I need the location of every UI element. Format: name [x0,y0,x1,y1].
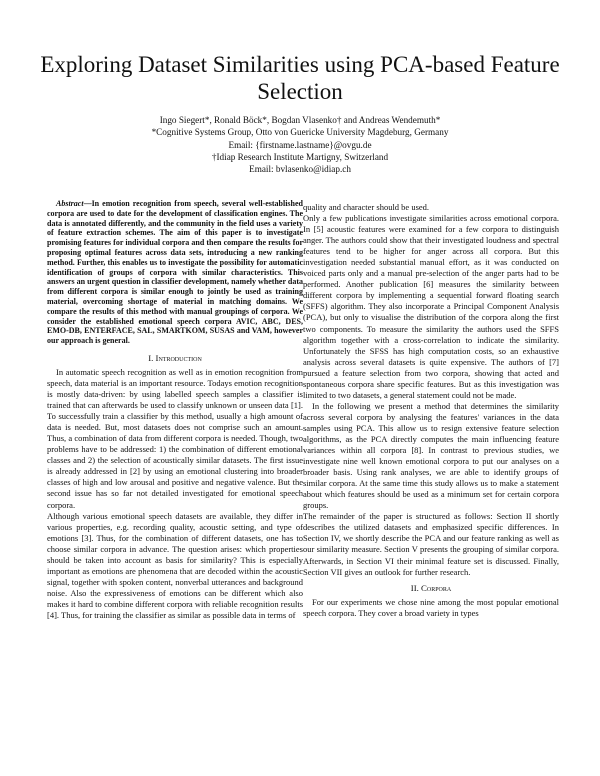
paper-title: Exploring Dataset Similarities using PCA-based Feature Selection [40,52,560,104]
right-column [303,202,559,619]
affiliation-1: *Cognitive Systems Group, Otto von Guericke University Magdeburg, Germany [151,127,449,138]
abstract-lead: Abstract [56,199,84,208]
abstract [47,199,303,346]
paragraph: In automatic speech recognition as well as in emotion recognition from speech, data material is an important resource. Todays emotion recognition is mostly data-driven: by using labelled speech samples a classifier is trained that can afterwards be used to classify unknown or unseen data [1]. To successfully train a classifier by this method, usually a high amount of data is needed. But, most datasets does not comprise such an amount. Thus, a combination of data from different corpora is needed. Though, two problems have to be addressed: 1) the combination of different emotional classes and 2) the selection of acoustically similar datasets. The first issue is already addressed in [2] by using an emotional clustering into broader classes of high and low arousal and positive and negative valence. But the second issue has so far not detailed investigated for emotional speech corpora. [47,366,303,510]
abstract-text: —In emotion recognition from speech, several well-established corpora are used to date for the development of classification engines. The data is annotated differently, and the community in the field uses a variety of feature extraction schemes. The aim of this paper is to investigate promising features for individual corpora and then compare the results for proposing optimal features across data sets, introducing a new ranking method. Further, this enables us to investigate the possibility for automatic identification of groups of corpora with similar characteristics. This answers an urgent question in classifier development, namely whether data from different corpora is similar enough to jointly be used as training material, overcoming shortage of material in matching domains. We compare the results of this method with manual groupings of corpora. We consider the established emotional speech corpora AVIC, ABC, DES, EMO-DB, ENTERFACE, SAL, SMARTKOM, SUSAS and VAM, however our approach is general. [47,199,303,346]
paragraph: The remainder of the paper is structured as follows: Section II shortly describes the utilized datasets and emphasized specific differences. In Section IV, we shortly describe the PCA and our feature ranking as well as our similarity measure. Section V presents the grouping of similar corpora. Afterwards, in Section VI their minimal feature set is discussed. Finally, Section VII gives an outlook for further research. [303,511,559,577]
author-block [40,114,560,175]
paragraph: In the following we present a method that determines the similarity across several corpora by analysing the features' variances in the data samples using PCA. This allow us to resign extensive feature selection algorithms, as the PCA directly computes the main influencing feature variances within all corpora [8]. In contrast to previous studies, we investigate nine well known emotional corpora to put our analyses on a broader basis. Using rank analyses, we are able to identify groups of similar corpora. At the same time this study allows us to make a statement about which features should be used as a minimum set for certain corpora groups. [303,400,559,511]
affiliation-2: †Idiap Research Institute Martigny, Switzerland [211,151,389,162]
email-2: Email: bvlasenko@idiap.ch [249,164,351,175]
section-heading-corpora: II. Corpora [410,582,452,593]
author-names: Ingo Siegert*, Ronald Böck*, Bogdan Vlasenko† and Andreas Wendemuth* [159,115,441,125]
paragraph: Only a few publications investigate similarities across emotional corpora. In [5] acoustic features were examined for a few corpora to distinguish anger. The authors could show that their investigated loudness and spectral features tend to be higher for anger across all corpora. But this investigation needed substantial manual effort, as it was conducted on voiced parts only and a manual pre-selection of the anger parts had to be performed. Another publication [6] measures the similarity between different corpora by implementing a sequential forward floating search (SFFS) algorithm. They also incorporate a Principal Component Analysis (PCA), but only to visualise the distribution of the corpora along the first two components. To measure the similarity the authors used the SFFS algorithm together with a cross-correlation to indicate the similarity. Unfortunately the SFSS has high computation costs, so an exhaustive analysis across several datasets is quite expensive. The authors of [7] pursued a feature selection from two corpora, showing that acted and spontaneous corpora share specific features. But as this investigation was limited to two datasets, a general statement could not be made. [303,213,559,400]
paragraph: For our experiments we chose nine among the most popular emotional speech corpora. They cover a broad variety in types [303,596,559,618]
paragraph: quality and character should be used. [303,202,430,212]
section-heading-introduction: I. Introduction [148,352,202,363]
left-column [47,199,303,621]
paragraph: Although various emotional speech datasets are available, they differ in various properties, e.g. recording quality, acoustic setting, and type of emotions [3]. Thus, for the combination of different datasets, one has to choose similar corpora in advance. The question arises: which properties should be taken into account as basis for similarity? This is especially important as emotions are phenomena that are decoded within the acoustic signal, together with spoken content, nonverbal utterances and background noise. Also the expressiveness of emotions can be different which also makes it hard to combine different corpora with reliable recognition results [4]. Thus, for training the classifier as similar as possible data in terms of [47,510,303,620]
email-1: Email: {firstname.lastname}@ovgu.de [228,139,372,150]
